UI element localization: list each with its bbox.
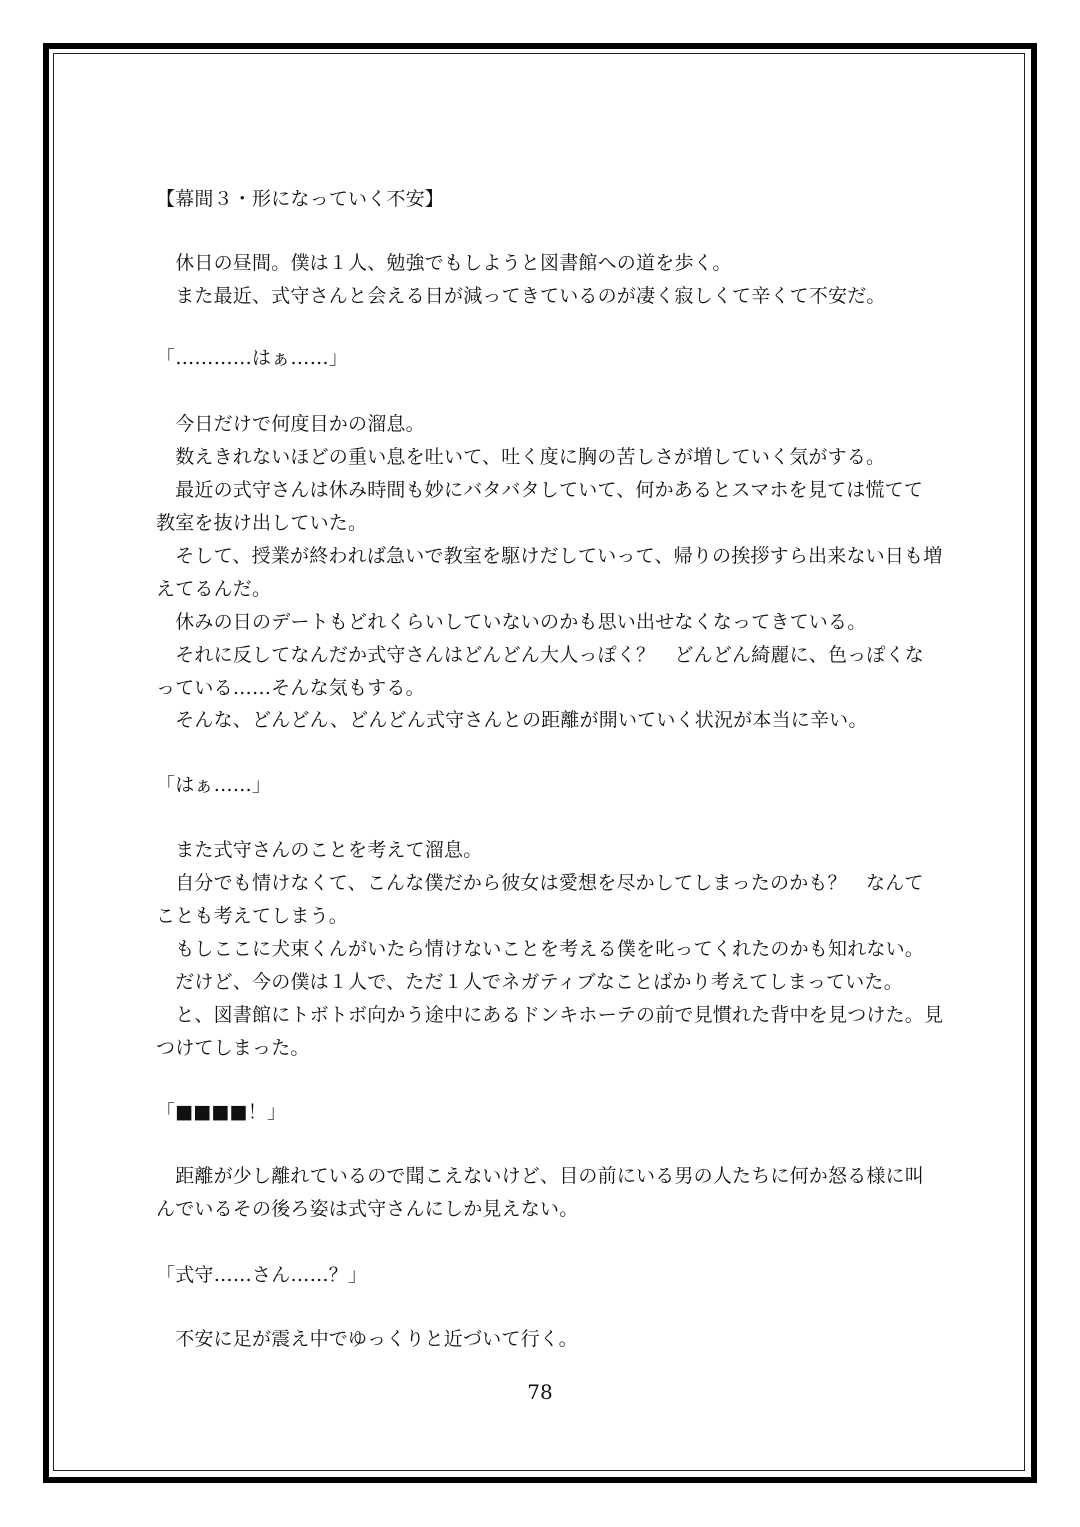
text-line: また式守さんのことを考えて溜息。 xyxy=(156,839,483,861)
text-line: 今日だけで何度目かの溜息。 xyxy=(156,413,425,435)
text-line: もしここに犬束くんがいたら情けないことを考える僕を叱ってくれたのかも知れない。 xyxy=(156,938,925,960)
text-line: えてるんだ。 xyxy=(156,578,272,600)
dialogue-line: 「はぁ……」 xyxy=(156,774,272,796)
text-line: 数えきれないほどの重い息を吐いて、吐く度に胸の苦しさが増していく気がする。 xyxy=(156,446,886,468)
text-line: そして、授業が終われば急いで教室を駆けだしていって、帰りの挨拶すら出来ない日も増 xyxy=(156,545,943,567)
text-line: だけど、今の僕は１人で、ただ１人でネガティブなことばかり考えてしまっていた。 xyxy=(156,971,903,993)
text-line: 休日の昼間。僕は１人、勉強でもしようと図書館への道を歩く。 xyxy=(156,252,732,274)
dialogue-line: 「■■■■！」 xyxy=(156,1101,287,1123)
section-heading: 【幕間３・形になっていく不安】 xyxy=(156,188,445,210)
page-number: 78 xyxy=(527,1380,553,1404)
dialogue-line: 「式守……さん……？」 xyxy=(156,1264,368,1286)
text-line: つけてしまった。 xyxy=(156,1037,310,1059)
text-line: そんな、どんどん、どんどん式守さんとの距離が開いていく状況が本当に辛い。 xyxy=(156,709,868,731)
text-line: ことも考えてしまう。 xyxy=(156,905,349,927)
text-line: 教室を抜け出していた。 xyxy=(156,512,368,534)
text-line: 最近の式守さんは休み時間も妙にバタバタしていて、何かあるとスマホを見ては慌てて xyxy=(156,479,924,501)
text-line: っている……そんな気もする。 xyxy=(156,677,425,699)
text-line: 不安に足が震え中でゆっくりと近づいて行く。 xyxy=(156,1328,578,1350)
text-line: んでいるその後ろ姿は式守さんにしか見えない。 xyxy=(156,1198,579,1220)
text-line: それに反してなんだか式守さんはどんどん大人っぽく？ どんどん綺麗に、色っぽくな xyxy=(156,644,925,666)
text-line: また最近、式守さんと会える日が減ってきているのが凄く寂しくて辛くて不安だ。 xyxy=(156,285,886,307)
text-line: 休みの日のデートもどれくらいしていないのかも思い出せなくなってきている。 xyxy=(156,611,867,633)
text-line: と、図書館にトボトボ向かう途中にあるドンキホーテの前で見慣れた背中を見つけた。見 xyxy=(156,1004,944,1026)
text-line: 距離が少し離れているので聞こえないけど、目の前にいる男の人たちに何か怒る様に叫 xyxy=(156,1165,925,1187)
dialogue-line: 「…………はぁ……」 xyxy=(156,347,349,369)
text-line: 自分でも情けなくて、こんな僕だから彼女は愛想を尽かしてしまったのかも？ なんて xyxy=(156,872,924,894)
